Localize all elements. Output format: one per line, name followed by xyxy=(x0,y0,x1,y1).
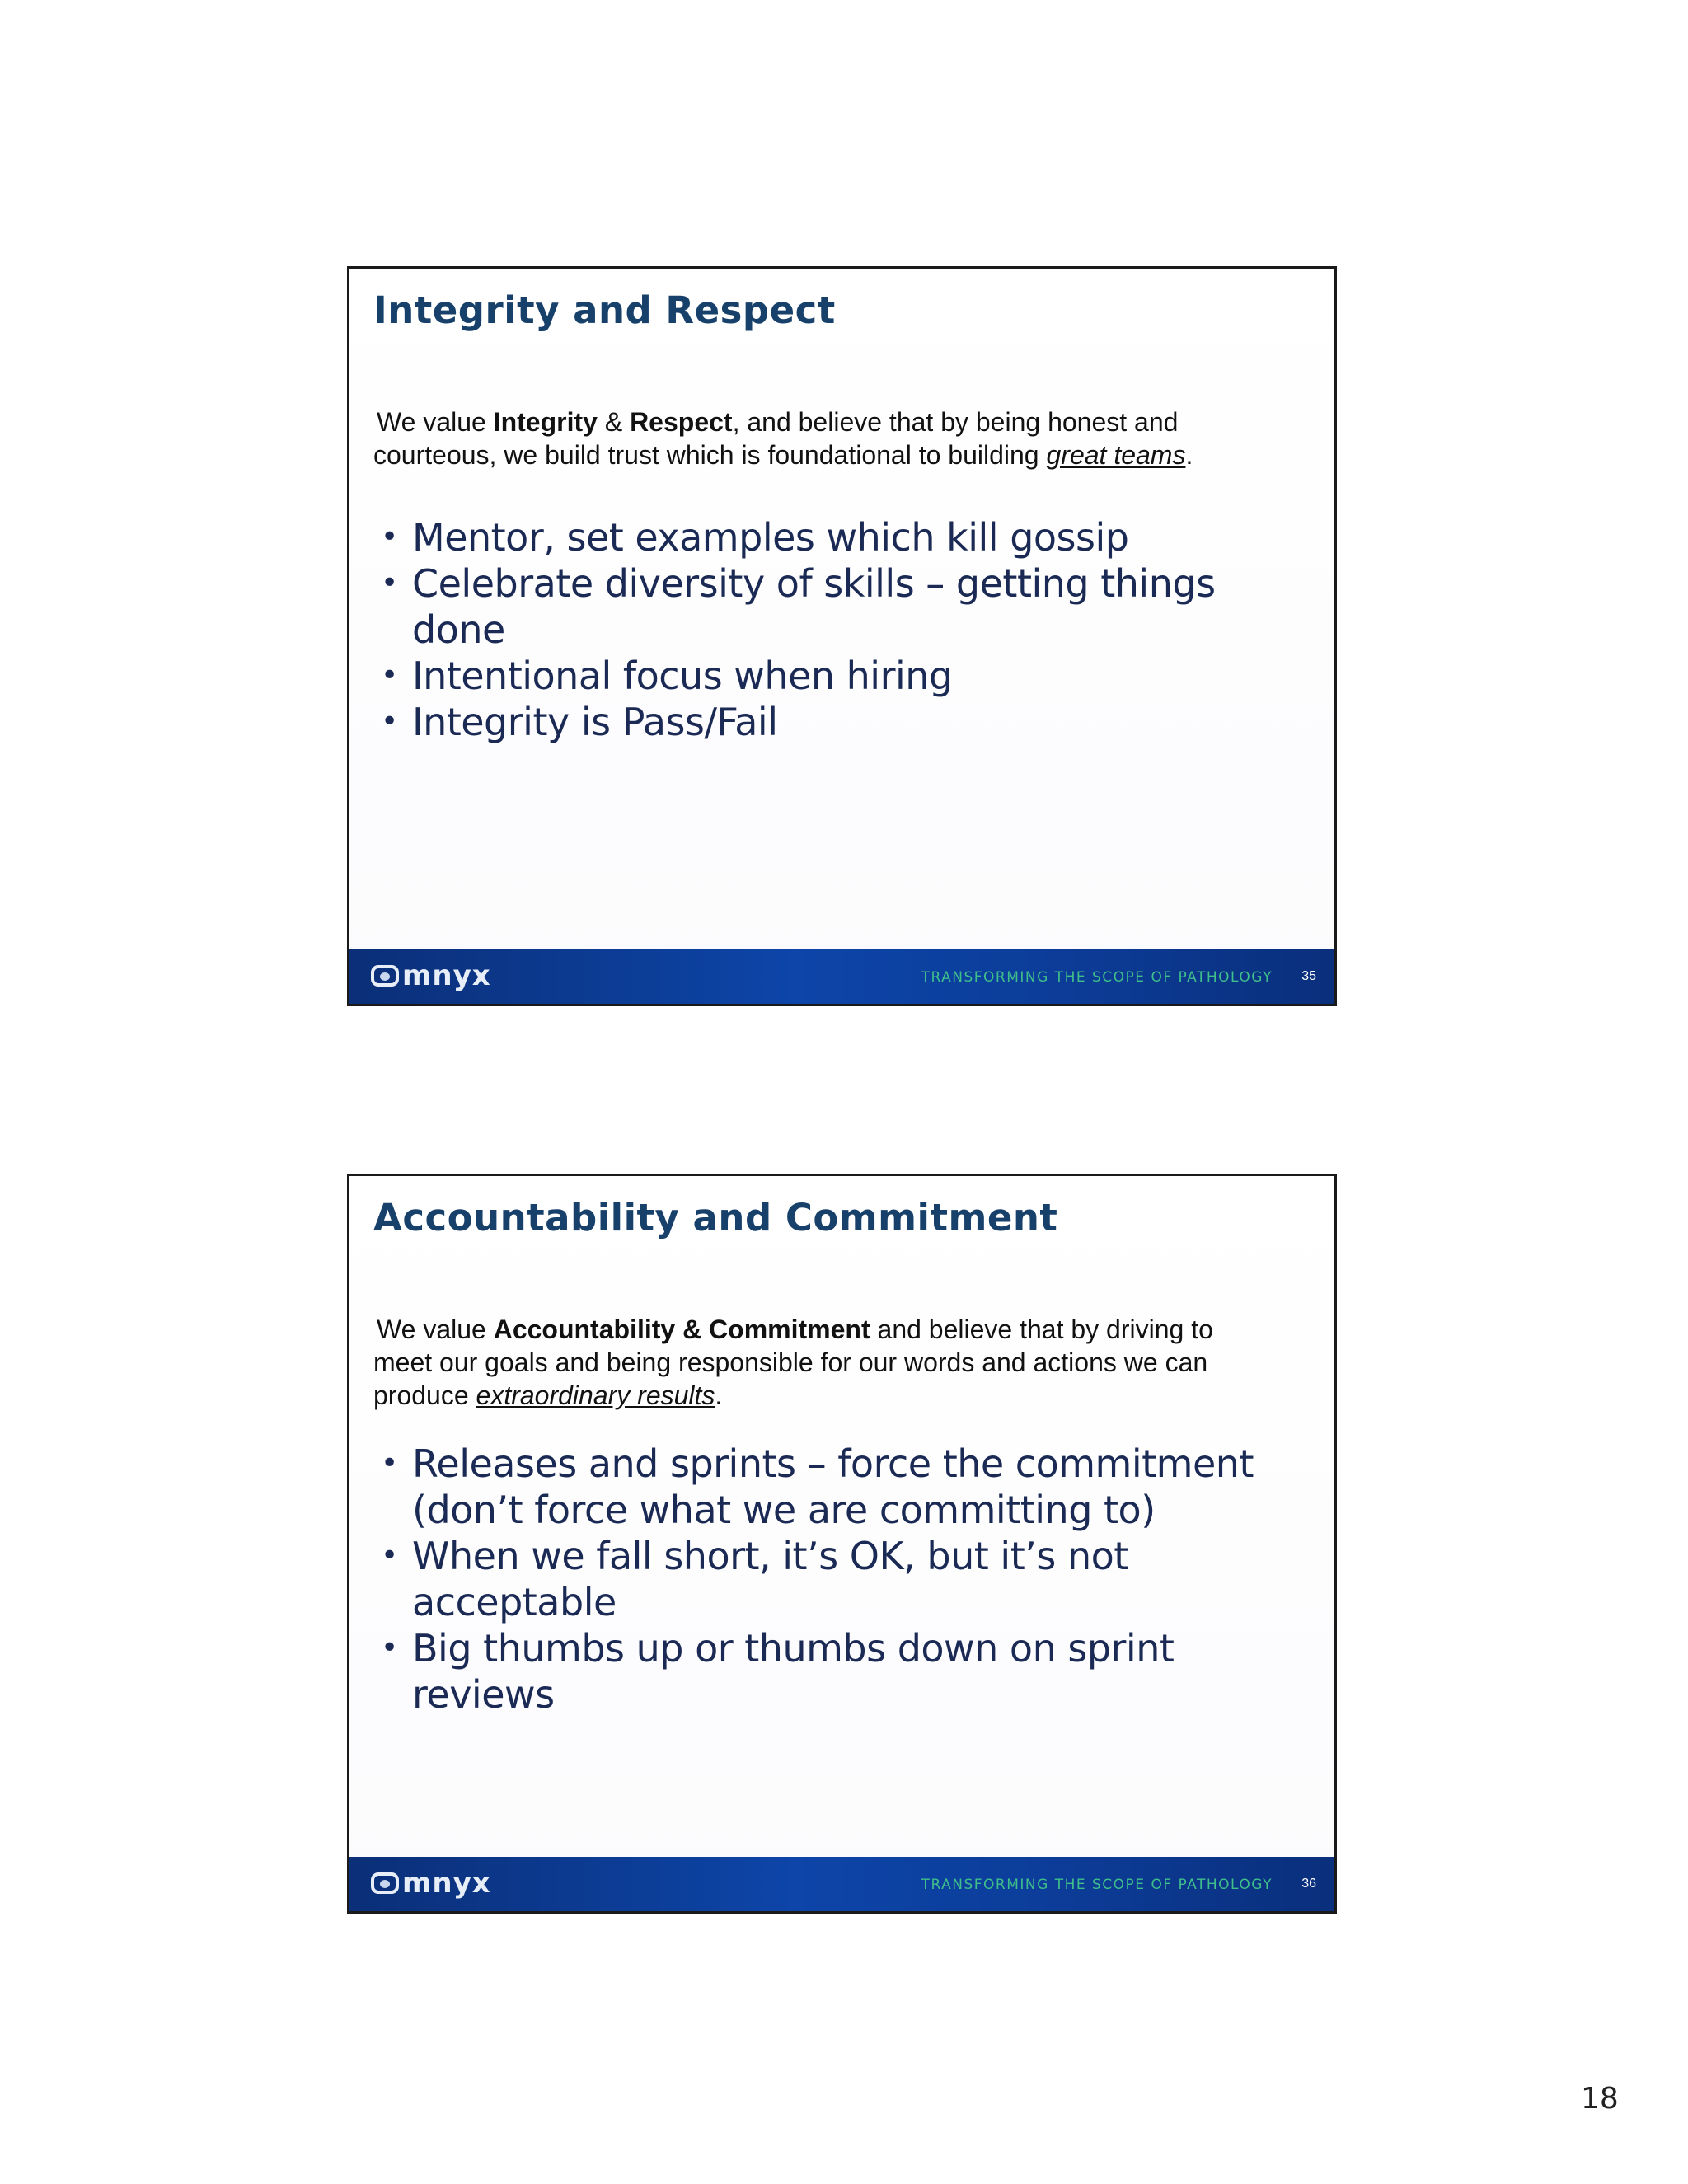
slide-number: 36 xyxy=(1301,1877,1316,1891)
intro-text: and believe that by driving to xyxy=(870,1315,1213,1344)
omnyx-logo-icon xyxy=(371,965,399,987)
slide-title: Integrity and Respect xyxy=(373,288,836,332)
slide-title: Accountability and Commitment xyxy=(373,1196,1058,1240)
page-number: 18 xyxy=(1581,2082,1619,2116)
slide-intro xyxy=(373,405,1296,471)
omnyx-logo xyxy=(371,961,491,991)
intro-text: & xyxy=(597,407,631,437)
intro-text: produce xyxy=(373,1380,476,1410)
intro-emphasis: extraordinary results xyxy=(476,1380,715,1410)
intro-text: meet our goals and being responsible for our words and actions we can xyxy=(373,1347,1208,1377)
logo-text: mnyx xyxy=(402,1867,491,1900)
bullet-item: • Celebrate diversity of skills – getting things done xyxy=(381,560,1236,653)
bullet-item: • Mentor, set examples which kill gossip xyxy=(381,514,1304,560)
bullet-item: • When we fall short, it’s OK, but it’s not acceptable xyxy=(381,1533,1170,1625)
slide-number: 35 xyxy=(1301,969,1316,983)
bullet-item: • Releases and sprints – force the commitment (don’t force what we are committing to) xyxy=(381,1441,1269,1533)
bullet-list xyxy=(381,514,1304,745)
slide-36 xyxy=(347,1174,1337,1914)
slide-intro xyxy=(373,1313,1296,1412)
slide-footer xyxy=(349,949,1334,1004)
slide-footer xyxy=(349,1857,1334,1911)
intro-bold: Accountability & Commitment xyxy=(493,1315,870,1344)
bullet-item: • Integrity is Pass/Fail xyxy=(381,699,1304,745)
bullet-item: • Intentional focus when hiring xyxy=(381,653,1304,699)
omnyx-logo-icon xyxy=(371,1872,399,1894)
intro-text: We value xyxy=(377,1315,494,1344)
intro-text: , and believe that by being honest and xyxy=(732,407,1179,437)
intro-text: courteous, we build trust which is foundational to building xyxy=(373,440,1047,470)
intro-text: . xyxy=(715,1380,723,1410)
footer-tagline: TRANSFORMING THE SCOPE OF PATHOLOGY xyxy=(921,1877,1273,1893)
intro-text: . xyxy=(1185,440,1193,470)
bullet-list xyxy=(381,1441,1304,1718)
bullet-item: • Big thumbs up or thumbs down on sprint reviews xyxy=(381,1625,1304,1718)
logo-text: mnyx xyxy=(402,959,491,992)
intro-emphasis: great teams xyxy=(1046,440,1186,470)
omnyx-logo xyxy=(371,1868,491,1898)
intro-bold: Integrity xyxy=(493,407,598,437)
slide-35 xyxy=(347,266,1337,1006)
intro-text: We value xyxy=(377,407,494,437)
intro-bold: Respect xyxy=(630,407,733,437)
footer-tagline: TRANSFORMING THE SCOPE OF PATHOLOGY xyxy=(921,969,1273,986)
